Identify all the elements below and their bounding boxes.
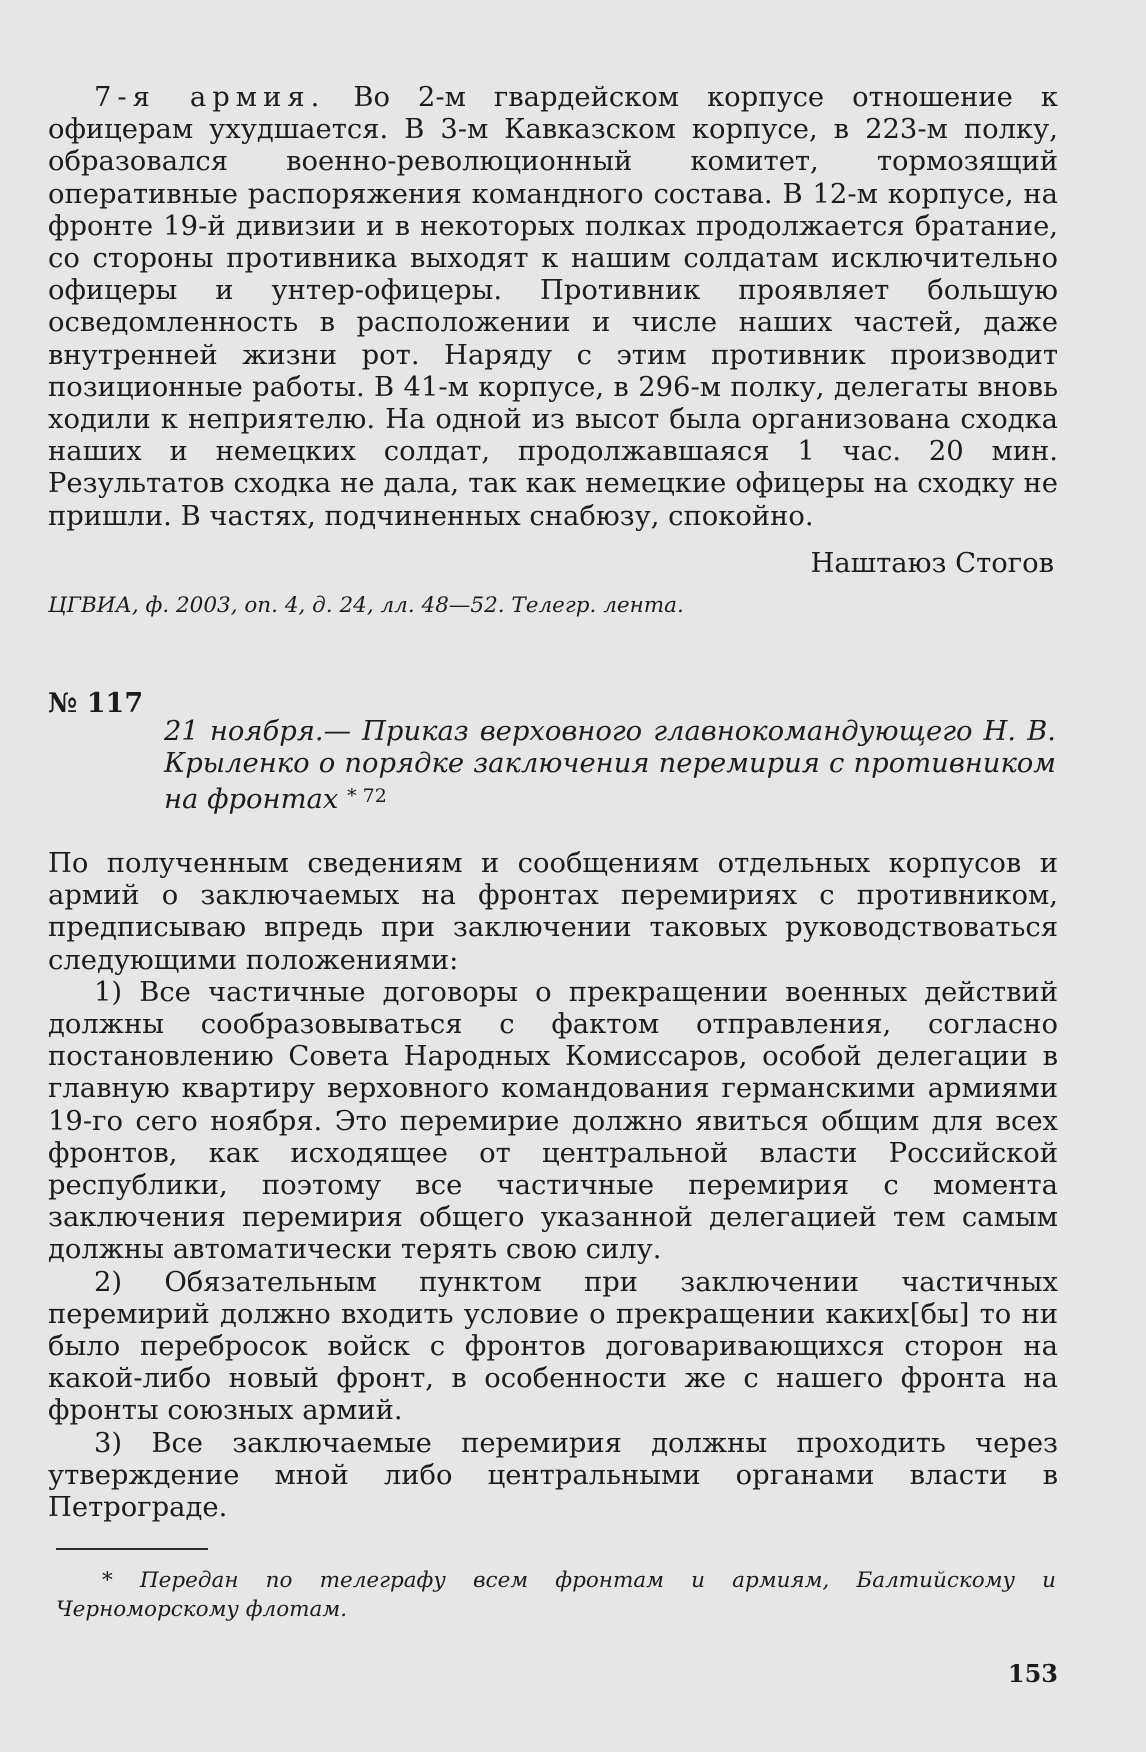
- document-heading-text: 21 ноября.— Приказ верховного главнокомандующего Н. В. Крыленко о порядке заключения перемирия с противником на фронтах: [164, 716, 1056, 816]
- order-intro: По полученным сведениям и сообщениям отдельных корпусов и армий о заключаемых на фронтах перемириях с противником, предписываю впредь при заключении таковых руководствоваться следующими положениями:: [48, 848, 1058, 976]
- archive-source: ЦГВИА, ф. 2003, оп. 4, д. 24, лл. 48—52. Телегр. лента.: [48, 593, 684, 618]
- heading-footnote-ref: * 72: [347, 785, 387, 808]
- order-item-1: 1) Все частичные договоры о прекращении военных действий должны сообразовываться с фактом отправления, согласно постановлению Совета Народных Комиссаров, особой делегации в главную квартиру верховного командования германскими армиями 19-го сего ноября. Это перемирие должно явиться общим для всех фронтов, как исходящее от центральной власти Российской республики, поэтому все частичные перемирия с момента заключения перемирия общего указанной делегацией тем самым должны автоматически терять свою силу.: [48, 976, 1058, 1266]
- order-item-2: 2) Обязательным пунктом при заключении частичных перемирий должно входить условие о прекращении каких[бы] то ни было перебросок войск с фронтов договаривающихся сторон на какой-либо новый фронт, в особенности же с нашего фронта на фронты союзных армий.: [48, 1266, 1058, 1427]
- report-signature: Наштаюз Стогов: [810, 548, 1054, 579]
- order-item-3: 3) Все заключаемые перемирия должны проходить через утверждение мной либо центральными органами власти в Петрограде.: [48, 1427, 1058, 1524]
- document-heading: [164, 716, 1056, 817]
- footnote: * Передан по телеграфу всем фронтам и армиям, Балтийскому и Черноморскому флотам.: [56, 1568, 1056, 1622]
- report-text-block: [48, 82, 1058, 533]
- order-text-block: [48, 848, 1058, 1524]
- report-body: Во 2-м гвардейском корпусе отношение к офицерам ухудшается. В 3-м Кавказском корпусе, в 223-м полку, образовался военно-революционный комитет, тормозящий оперативные распоряжения командного состава. В 12-м корпусе, на фронте 19-й дивизии и в некоторых полках продолжается братание, со стороны противника выходят к нашим солдатам исключительно офицеры и унтер-офицеры. Противник проявляет большую осведомленность в расположении и числе наших частей, даже внутренней жизни рот. Наряду с этим противник производит позиционные работы. В 41-м корпусе, в 296-м полку, делегаты вновь ходили к неприятелю. На одной из высот была организована сходка наших и немецких солдат, продолжавшаяся 1 час. 20 мин. Результатов сходка не дала, так как немецкие офицеры на сходку не пришли. В частях, подчиненных снабюзу, спокойно.: [48, 82, 1058, 532]
- report-paragraph: [48, 82, 1058, 533]
- page-number: 153: [1007, 1659, 1058, 1688]
- report-lead: 7-я армия.: [94, 82, 326, 113]
- document-number: № 117: [48, 688, 144, 719]
- footnote-divider: [56, 1548, 208, 1550]
